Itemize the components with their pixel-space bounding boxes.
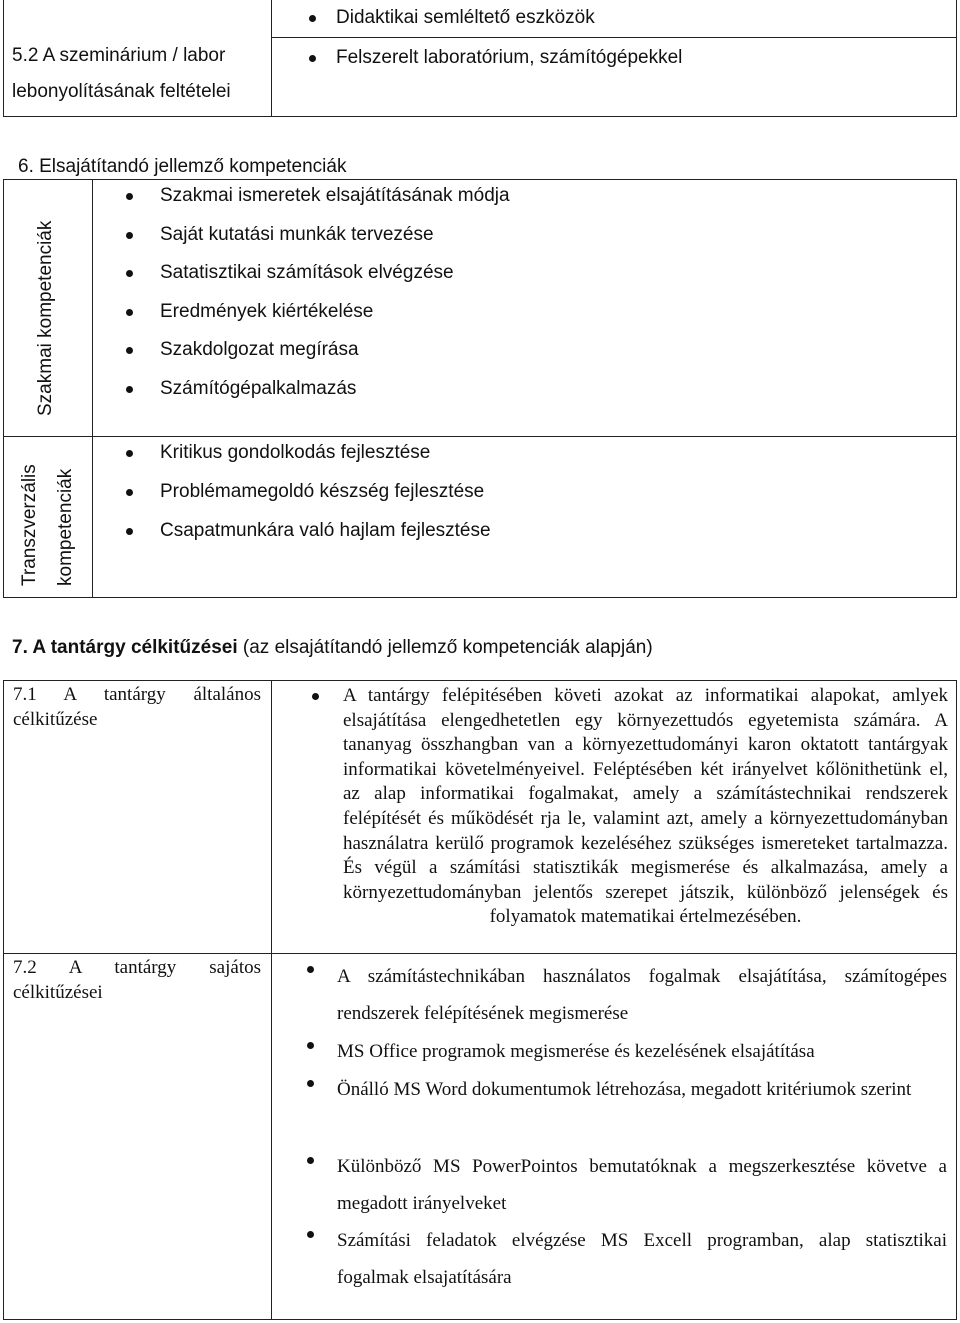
- section-6-heading: 6. Elsajátítandó jellemző kompetenciák: [18, 156, 347, 177]
- section-7-heading: [12, 637, 653, 659]
- list-item: Csapatmunkára való hajlam fejlesztése: [160, 520, 491, 541]
- transzverzalis-label: Transzverzális: [19, 464, 40, 586]
- bullet-icon: [126, 270, 133, 277]
- heading-rest: (az elsajátítandó jellemző kompetenciák alapján): [237, 637, 653, 658]
- label-line: 5.2 A szeminárium / labor: [12, 45, 226, 66]
- bullet-icon: [307, 1042, 314, 1049]
- list-item: Önálló MS Word dokumentumok létrehozása, megadott kritériumok szerint: [337, 1079, 912, 1100]
- bullet-icon: [126, 309, 133, 316]
- list-item: Kritikus gondolkodás fejlesztése: [160, 442, 431, 463]
- bullet-icon: [309, 15, 316, 22]
- bullet-icon: [126, 347, 133, 354]
- list-item: Számítógépalkalmazás: [160, 378, 357, 399]
- kompetenciak-label: kompetenciák: [55, 468, 76, 586]
- label-line: célkitűzése: [13, 709, 98, 730]
- list-item: Problémamegoldó készség fejlesztése: [160, 481, 485, 502]
- general-objective-text: A tantárgy felépitésében követi azokat az informatikai alapokat, amlyek elsajátítása elengedhetetlen egy környezettudós egyetemista számára. A tananyag összhangban van a környezettudományi karon oktatott tantárgyak informatikai követelményeivel. Feléptésében két irányelvet kőlönithetünk el, az alap informatikai fogalmakat, amely a számítástechnikai rendszerek felépítését és működését rja le, valamint azt, amely a környezettudományban használatra kerülő programok kezeléséhez szükséges ismereteket tartalmazza. És végül a számítási statisztikák megismerése és alkalmazása, amely a környezettudományban jelentős szerepet játszik, különböző jelenségek és folyamatok matematikai értelmezésében.: [343, 685, 948, 928]
- szakmai-kompetenciak-label: Szakmai kompetenciák: [35, 220, 56, 416]
- bullet-icon: [126, 232, 133, 239]
- list-item: Didaktikai semléltető eszközök: [336, 7, 595, 28]
- label-line: célkitűzései: [13, 982, 103, 1003]
- list-item: MS Office programok megismerése és kezelésének elsajátítása: [337, 1041, 815, 1062]
- bullet-icon: [126, 386, 133, 393]
- bullet-icon: [312, 693, 319, 700]
- label-line: 7.1 A tantárgy általános: [13, 684, 261, 705]
- section-7-2-label: [13, 957, 261, 1004]
- list-item: Saját kutatási munkák tervezése: [160, 224, 434, 245]
- bullet-icon: [126, 450, 133, 457]
- bullet-icon: [307, 966, 314, 973]
- bullet-icon: [307, 1157, 314, 1164]
- bullet-icon: [126, 528, 133, 535]
- bullet-icon: [126, 489, 133, 496]
- section-5-2-label: [12, 45, 262, 103]
- list-item: Eredmények kiértékelése: [160, 301, 374, 322]
- list-item: Szakmai ismeretek elsajátításának módja: [160, 185, 510, 206]
- label-line: 7.2 A tantárgy sajátos: [13, 957, 261, 978]
- bullet-icon: [309, 55, 316, 62]
- bullet-icon: [307, 1231, 314, 1238]
- heading-bold: 7. A tantárgy célkitűzései: [12, 637, 238, 658]
- list-item: Szakdolgozat megírása: [160, 339, 359, 360]
- bullet-icon: [307, 1080, 314, 1087]
- bullet-icon: [126, 193, 133, 200]
- section-7-1-label: [13, 684, 261, 731]
- label-line: lebonyolításának feltételei: [12, 81, 231, 102]
- list-item: A számítástechnikában használatos fogalmak elsajátítása, számítogépes rendszerek felépítésének megismerése: [337, 966, 947, 1024]
- list-item: Különböző MS PowerPointos bemutatóknak a megszerkesztése követve a megadott irányelveket: [337, 1156, 947, 1214]
- list-item: Satatisztikai számítások elvégzése: [160, 262, 454, 283]
- list-item: Számítási feladatok elvégzése MS Excell programban, alap statisztikai fogalmak elsajatítására: [337, 1230, 947, 1288]
- list-item: Felszerelt laboratórium, számítógépekkel: [336, 47, 683, 68]
